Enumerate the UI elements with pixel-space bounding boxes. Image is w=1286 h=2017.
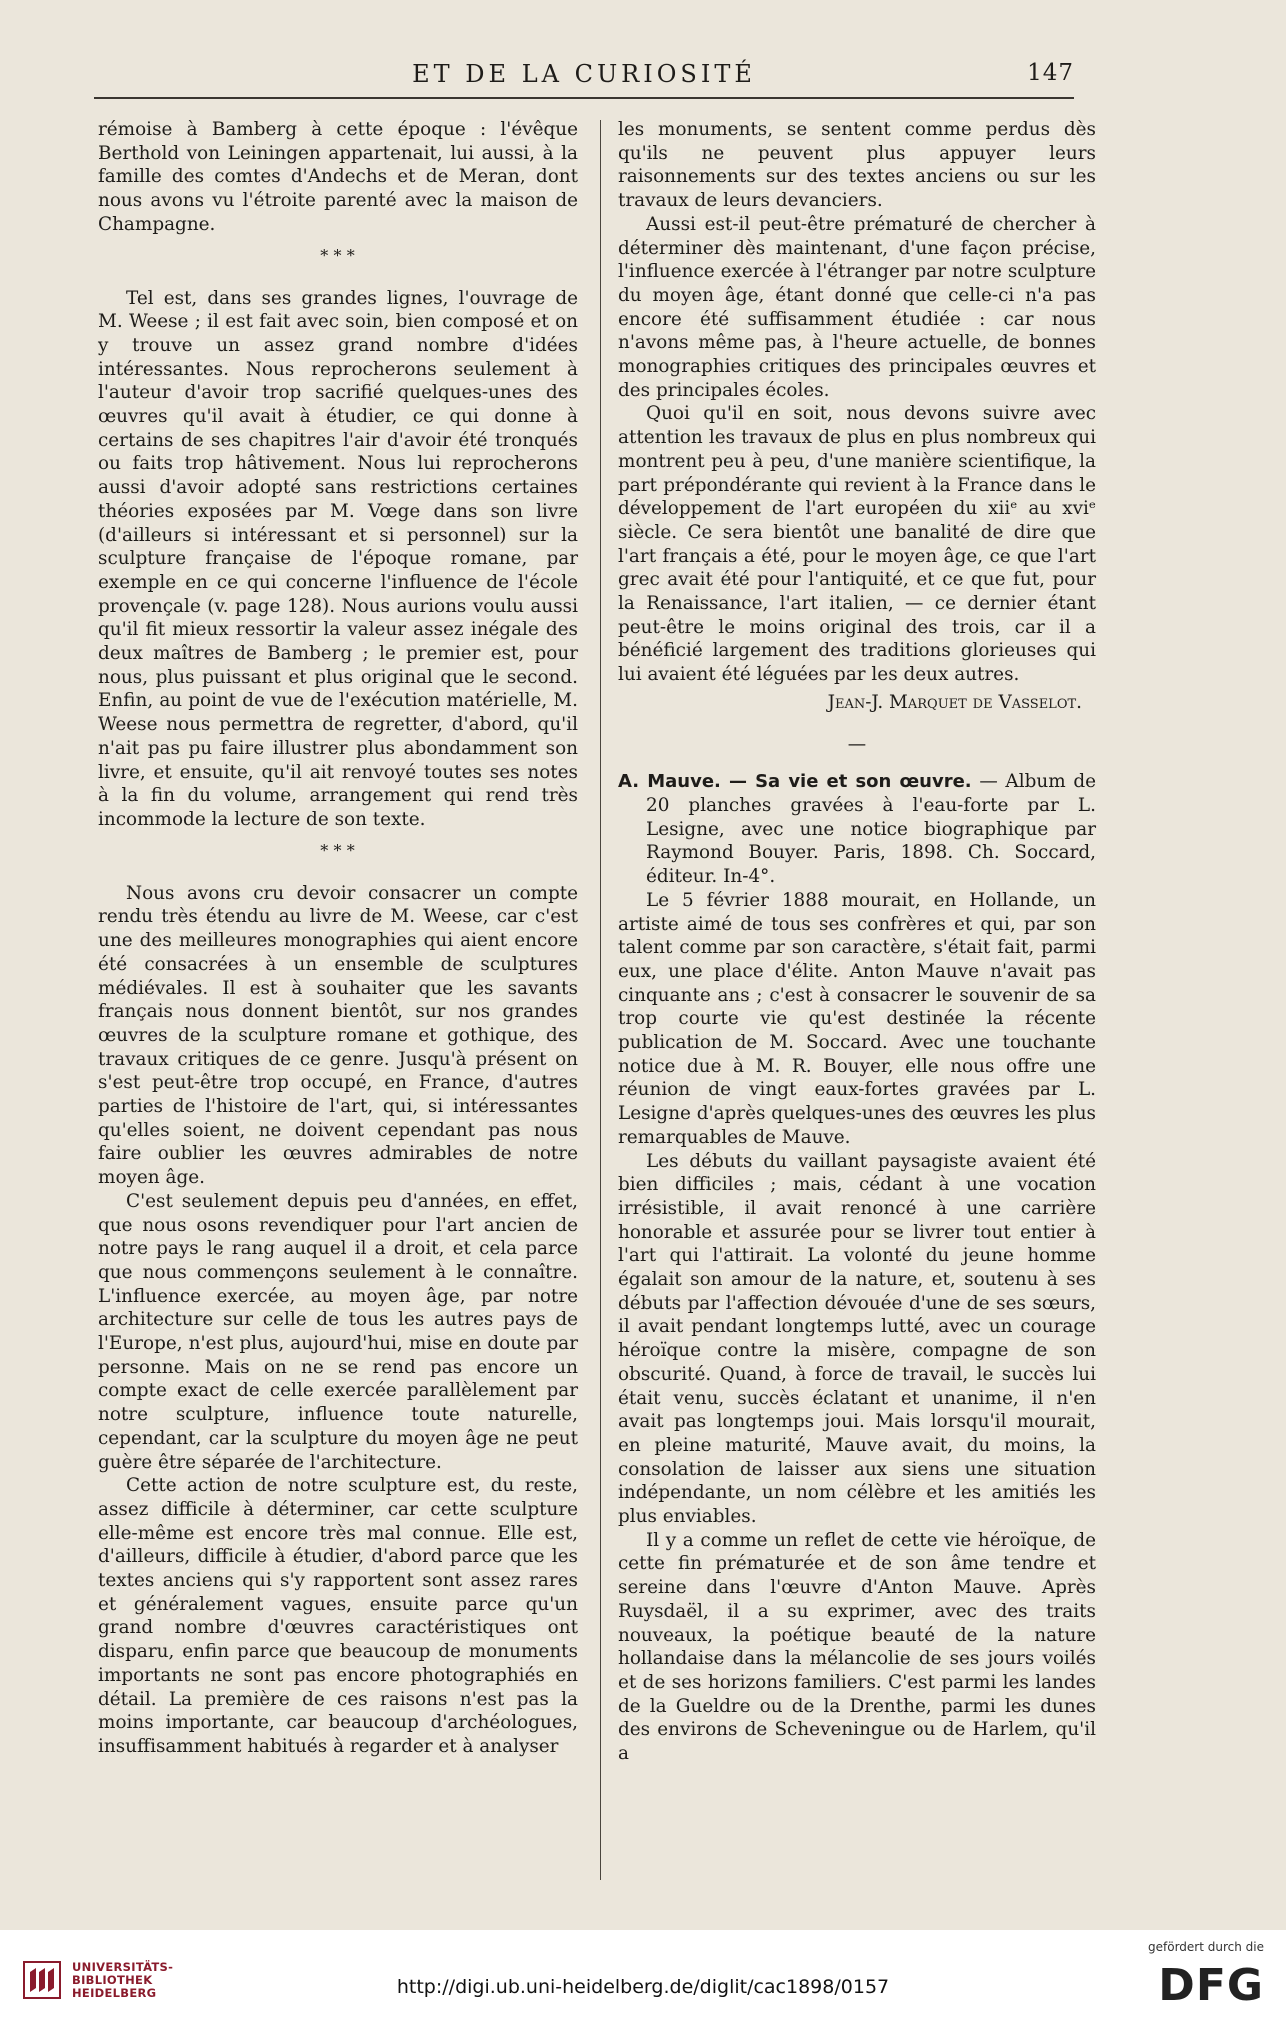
review-heading <box>618 770 1096 889</box>
page-header <box>94 56 1074 96</box>
paragraph: Les débuts du vaillant paysagiste avaient été bien difficiles ; mais, cédant à une vocation irrésistible, il avait renoncé à une carrière honorable et assurée pour se livrer tout entier à l'art qui l'attirait. La volonté du jeune homme égalait son amour de la nature, et, soutenu à ses débuts par l'affection dévouée d'une de ses sœurs, il avait pendant longtemps lutté, avec un courage héroïque contre la misère, compagne de son obscurité. Quand, à force de travail, le succès lui était venu, succès éclatant et unanime, il n'en avait pas longtemps joui. Mais lorsqu'il mourait, en pleine maturité, Mauve avait, du moins, la consolation de laisser aux siens une situation indépendante, un nom célèbre et les amitiés les plus enviables. <box>618 1150 1096 1528</box>
library-name-line: HEIDELBERG <box>72 1986 157 2000</box>
header-rule <box>94 97 1074 99</box>
review-title: A. Mauve. — Sa vie et son œuvre. <box>618 771 972 793</box>
running-title: ET DE LA CURIOSITÉ <box>412 60 756 88</box>
funding-credit: gefördert durch die <box>1148 1940 1264 1954</box>
library-name-line: BIBLIOTHEK <box>72 1973 153 1987</box>
paragraph: Quoi qu'il en soit, nous devons suivre avec attention les travaux de plus en plus nombreux qui montrent peu à peu, d'une manière scientifique, la part prépondérante qui revient à la France dans le développement de l'art européen du xiiᵉ au xviᵉ siècle. Ce sera bientôt une banalité de dire que l'art français a été, pour le moyen âge, ce que l'art grec avait été pour l'antiquité, et ce que fut, pour la Renaissance, l'art italien, — ce dernier étant peut-être le moins original des trois, car il a bénéficié largement des traditions glorieuses qui lui avaient été léguées par les deux autres. <box>618 403 1096 686</box>
column-divider <box>600 120 601 1880</box>
paragraph: les monuments, se sentent comme perdus dès qu'ils ne peuvent plus appuyer leurs raisonnements sur des textes anciens ou sur les travaux de leurs devanciers. <box>618 119 1096 212</box>
paragraph: Le 5 février 1888 mourait, en Hollande, un artiste aimé de tous ses confrères et qui, par son talent comme par son caractère, s'était fait, parmi eux, une place d'élite. Anton Mauve n'avait pas cinquante ans ; c'est à consacrer le souvenir de sa trop courte vie qu'est destinée la récente publication de M. Soccard. Avec une touchante notice due à M. R. Bouyer, elle nous offre une réunion de vingt eaux-fortes gravées par L. Lesigne d'après quelques-unes des œuvres les plus remarquables de Mauve. <box>618 889 1096 1148</box>
asterism-divider: * * * <box>320 840 356 860</box>
library-name-line: UNIVERSITÄTS- <box>72 1960 174 1974</box>
asterism-divider: * * * <box>320 245 356 265</box>
review-citation: — Album de 20 planches gravées à l'eau-forte par L. Lesigne, avec une notice biographique par Raymond Bouyer. Paris, 1898. Ch. Soccard, éditeur. In-4°. <box>646 771 1096 888</box>
paragraph: Il y a comme un reflet de cette vie héroïque, de cette fin prématurée et de son âme tendre et sereine dans l'œuvre d'Anton Mauve. Après Ruysdaël, il a su exprimer, avec des traits nouveaux, la poétique beauté de la nature hollandaise dans la mélancolie de ses jours voilés et de ses horizons familiers. C'est parmi les landes de la Gueldre ou de la Drenthe, parmi les dunes des environs de Scheveningue ou de Harlem, qu'il a <box>618 1529 1096 1765</box>
dfg-logo: DFG <box>1158 1960 1264 2011</box>
paragraph: rémoise à Bamberg à cette époque : l'évêque Berthold von Leiningen appartenait, lui aussi, à la famille des comtes d'Andechs et de Meran, dont nous avons vu l'étroite parenté avec la maison de Champagne. <box>98 119 578 235</box>
paragraph: Nous avons cru devoir consacrer un compte rendu très étendu au livre de M. Weese, car c'est une des meilleures monographies qui aient encore été consacrées à un ensemble de sculptures médiévales. Il est à souhaiter que les savants français nous donnent bientôt, sur nos grandes œuvres de la sculpture romane et gothique, des travaux critiques de ce genre. Jusqu'à présent on s'est peut-être trop occupé, en France, d'autres parties de l'histoire de l'art, qui, si intéressantes qu'elles soient, ne doivent cependant pas nous faire oublier les œuvres admirables de notre moyen âge. <box>98 882 578 1189</box>
author-signature: Jean-J. Marquet de Vasselot. <box>827 691 1082 713</box>
page-number: 147 <box>1027 60 1074 86</box>
paragraph: Aussi est-il peut-être prématuré de chercher à déterminer dès maintenant, d'une façon précise, l'influence exercée à l'étranger par notre sculpture du moyen âge, étant donné que celle-ci n'a pas encore été suffisamment étudiée : car nous n'avons même pas, à l'heure actuelle, de bonnes monographies critiques des principales œuvres et des principales écoles. <box>618 213 1096 401</box>
right-column <box>618 118 1096 1766</box>
permalink-url[interactable]: http://digi.ub.uni-heidelberg.de/diglit/cac1898/0157 <box>396 1976 890 1998</box>
left-column <box>98 118 578 1759</box>
viewer-footer <box>0 1930 1286 2017</box>
section-separator: — <box>847 733 867 755</box>
paragraph: C'est seulement depuis peu d'années, en effet, que nous osons revendiquer pour l'art ancien de notre pays le rang auquel il a droit, et cela parce que nous commençons seulement à le connaître. L'influence exercée, au moyen âge, par notre architecture sur celle de tous les autres pays de l'Europe, n'est plus, aujourd'hui, mise en doute par personne. Mais on ne se rend pas encore un compte exact de celle exercée parallèlement par notre sculpture, influence toute naturelle, cependant, car la sculpture du moyen âge ne peut guère être séparée de l'architecture. <box>98 1190 578 1473</box>
paragraph: Tel est, dans ses grandes lignes, l'ouvrage de M. Weese ; il est fait avec soin, bien composé et on y trouve un assez grand nombre d'idées intéressantes. Nous reprocherons seulement à l'auteur d'avoir trop sacrifié quelques-unes des œuvres qu'il avait à étudier, ce qui donne à certains de ses chapitres l'air d'avoir été tronqués ou faits trop hâtivement. Nous lui reprocherons aussi d'avoir adopté sans restrictions certaines théories exposées par M. Vœge dans son livre (d'ailleurs si intéressant et si personnel) sur la sculpture française de l'époque romane, par exemple en ce qui concerne l'influence de l'école provençale (v. page 128). Nous aurions voulu aussi qu'il fit mieux ressortir la valeur assez inégale des deux maîtres de Bamberg ; le premier est, pour nous, plus puissant et plus original que le second. Enfin, au point de vue de l'exécution matérielle, M. Weese nous permettra de regretter, d'abord, qu'il n'ait pas pu faire illustrer plus abondamment son livre, et ensuite, qu'il ait renvoyé toutes ses notes à la fin du volume, arrangement qui rend très incommode la lecture de son texte. <box>98 287 578 830</box>
paragraph: Cette action de notre sculpture est, du reste, assez difficile à déterminer, car cette sculpture elle-même est encore très mal connue. Elle est, d'ailleurs, difficile à étudier, d'abord parce que les textes anciens qui s'y rapportent sont assez rares et généralement vagues, ensuite parce qu'un grand nombre d'œuvres caractéristiques ont disparu, enfin parce que beaucoup de monuments importants ne sont pas encore photographiés en détail. La première de ces raisons n'est pas la moins importante, car beaucoup d'archéologues, insuffisamment habitués à regarder et à analyser <box>98 1475 578 1757</box>
